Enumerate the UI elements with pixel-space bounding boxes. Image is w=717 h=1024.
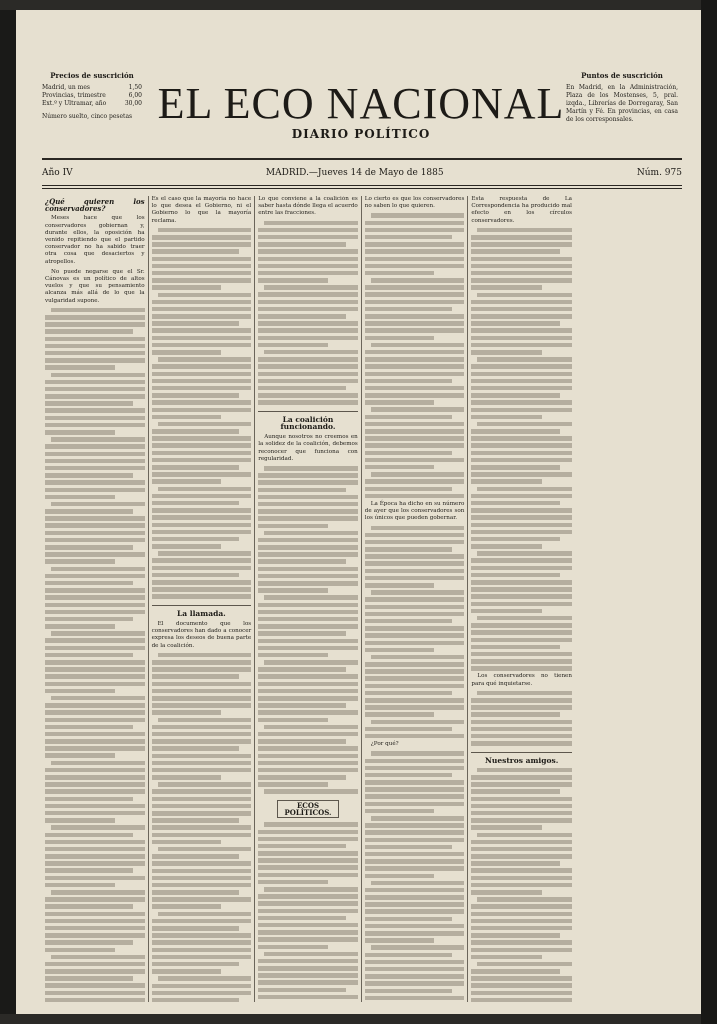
newspaper-title: EL ECO NACIONAL [157, 79, 565, 128]
section-heading: Nuestros amigos. [471, 752, 572, 764]
book-binding [0, 10, 16, 1014]
paragraph: Lo cierto es que los conservadores no saben lo que quieren. [364, 196, 465, 210]
paragraph: La Época ha dicho en su número de ayer que los conservadores son los únicos que pueden gobernar. [364, 500, 465, 522]
column-1 [42, 196, 149, 1002]
body-text-lines [471, 228, 572, 671]
year-label: Año IV [42, 168, 73, 178]
body-text-lines [152, 228, 252, 599]
newspaper-subtitle: DIARIO POLÍTICO [291, 127, 431, 141]
paragraph: ¿Por qué? [370, 741, 399, 748]
body-text-lines [365, 526, 465, 739]
dateline [42, 168, 682, 178]
paragraph: Meses hace que los conservadores gobiernan y, durante ellos, la oposición ha venido repitiendo que el partido conservador no ha sabido traer otra cosa que desaciertos y atropellos. [45, 215, 145, 265]
body-text-lines [45, 308, 145, 1002]
subscription-prices-box [42, 72, 142, 121]
paragraph: Los conservadores no tienen para qué inquietarse. [471, 673, 572, 687]
paragraph: El documento que los conservadores han dado a conocer expresa los deseos de buena parte de la coalición. [151, 621, 252, 649]
column-5 [468, 196, 575, 1002]
rate-row: Madrid, un mes 1,50 [42, 84, 142, 91]
body-text-lines [365, 213, 465, 498]
subscription-prices-heading: Precios de suscrición [50, 71, 134, 80]
body-text-lines [258, 221, 358, 405]
body-text-lines [258, 466, 358, 794]
section-heading: La llamada. [152, 605, 252, 617]
issue-number: Núm. 975 [636, 168, 682, 178]
body-text-lines [471, 768, 572, 1002]
rate-row: Ext.º y Ultramar, año 30,00 [42, 100, 142, 107]
column-4 [362, 196, 469, 1002]
rate-row: Provincias, trimestre 6,00 [42, 92, 142, 99]
subscription-points-box [566, 72, 678, 124]
paragraph: Aunque nosotros no creemos en la solidez de la coalición, debemos reconocer que funciona con regularidad. [258, 434, 358, 462]
body-text-lines [152, 653, 252, 1002]
article-heading: ¿Qué quieren los conservadores? [45, 197, 145, 214]
single-copy-note: Número suelto, cinco pesetas [42, 113, 133, 120]
scan-edge [701, 0, 717, 1024]
paragraph: Lo que conviene a la coalición es saber hasta dónde llega el acuerdo entre las fracciones. [258, 196, 358, 217]
dateline-rule [42, 188, 682, 189]
dateline-rule [42, 185, 682, 186]
paragraph: Esta respuesta de La Correspondencia ha producido mal efecto en los círculos conservadores. [471, 196, 572, 224]
article-columns [42, 196, 682, 1002]
column-2 [149, 196, 256, 1002]
paragraph: Es el caso que la mayoría no hace lo que desea el Gobierno, ni el Gobierno lo que la mayoría reclama. [151, 196, 252, 224]
subscription-points-text: En Madrid, en la Administración, Plaza de los Mostenses, 5, pral. izqda., Librerías de Dorregaray, San Martín y Fé. En provincias, en casa de los corresponsales. [566, 84, 678, 123]
body-text-lines [365, 751, 465, 1002]
paragraph: No puede negarse que el Sr. Cánovas es un político de altos vuelos y que su pensamiento alcanza más allá de lo que la vulgaridad supone. [45, 268, 145, 304]
masthead-rule [42, 158, 682, 160]
boxed-section-title: ECOS POLÍTICOS. [277, 800, 339, 818]
rates-list [42, 84, 142, 108]
newspaper-page [16, 10, 701, 1014]
section-heading: La coalición funcionando. [258, 411, 358, 430]
date-label: MADRID.—Jueves 14 de Mayo de 1885 [265, 168, 444, 178]
column-3 [255, 196, 362, 1002]
subscription-points-heading: Puntos de suscrición [581, 71, 663, 80]
body-text-lines [471, 691, 572, 746]
body-text-lines [258, 822, 358, 1002]
